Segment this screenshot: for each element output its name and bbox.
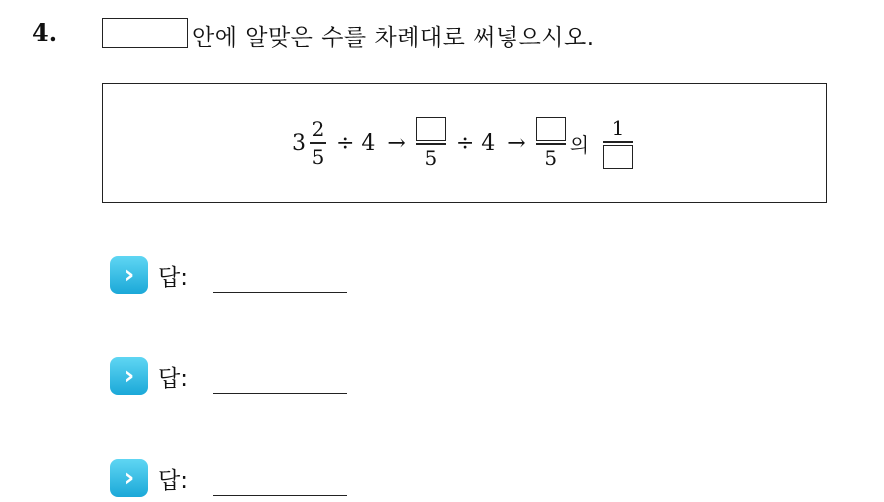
arrow-1: → bbox=[387, 130, 406, 156]
chevron-right-icon: › bbox=[110, 256, 148, 294]
divide-op-1: ÷ 4 bbox=[335, 130, 376, 156]
particle-text: 의 bbox=[569, 132, 590, 157]
answer-line[interactable] bbox=[213, 393, 347, 394]
fraction-denominator: 5 bbox=[311, 144, 325, 169]
answer-line[interactable] bbox=[213, 292, 347, 293]
chevron-right-icon: › bbox=[110, 357, 148, 395]
mixed-fraction bbox=[310, 118, 326, 168]
chevron-right-icon: › bbox=[110, 459, 148, 497]
mixed-whole: 3 bbox=[291, 130, 306, 156]
answer-row-3 bbox=[110, 459, 188, 497]
answer-blank-3[interactable] bbox=[603, 145, 633, 169]
fraction-numerator: 2 bbox=[311, 117, 325, 142]
fraction-denominator-3: 5 bbox=[544, 145, 558, 170]
instruction-blank-box bbox=[102, 18, 188, 48]
fraction-numerator-last: 1 bbox=[611, 116, 625, 141]
answer-row-2 bbox=[110, 357, 188, 395]
expression-box bbox=[102, 83, 827, 203]
answer-blank-1[interactable] bbox=[416, 117, 446, 141]
divide-op-2: ÷ 4 bbox=[455, 130, 496, 156]
fraction-blank-3 bbox=[603, 117, 633, 169]
question-instruction: 안에 알맞은 수를 차례대로 써넣으시오. bbox=[192, 25, 595, 51]
answer-blank-2[interactable] bbox=[536, 117, 566, 141]
fraction-blank-1 bbox=[416, 117, 446, 169]
answer-line[interactable] bbox=[213, 495, 347, 496]
fraction-denominator-2: 5 bbox=[424, 145, 438, 170]
answer-row-1 bbox=[110, 256, 188, 294]
answer-label: 답: bbox=[158, 467, 188, 494]
question-number: 4. bbox=[32, 18, 58, 47]
answer-label: 답: bbox=[158, 264, 188, 291]
arrow-2: → bbox=[507, 130, 526, 156]
math-expression bbox=[103, 84, 826, 202]
answer-label: 답: bbox=[158, 365, 188, 392]
fraction-blank-2 bbox=[536, 117, 566, 169]
